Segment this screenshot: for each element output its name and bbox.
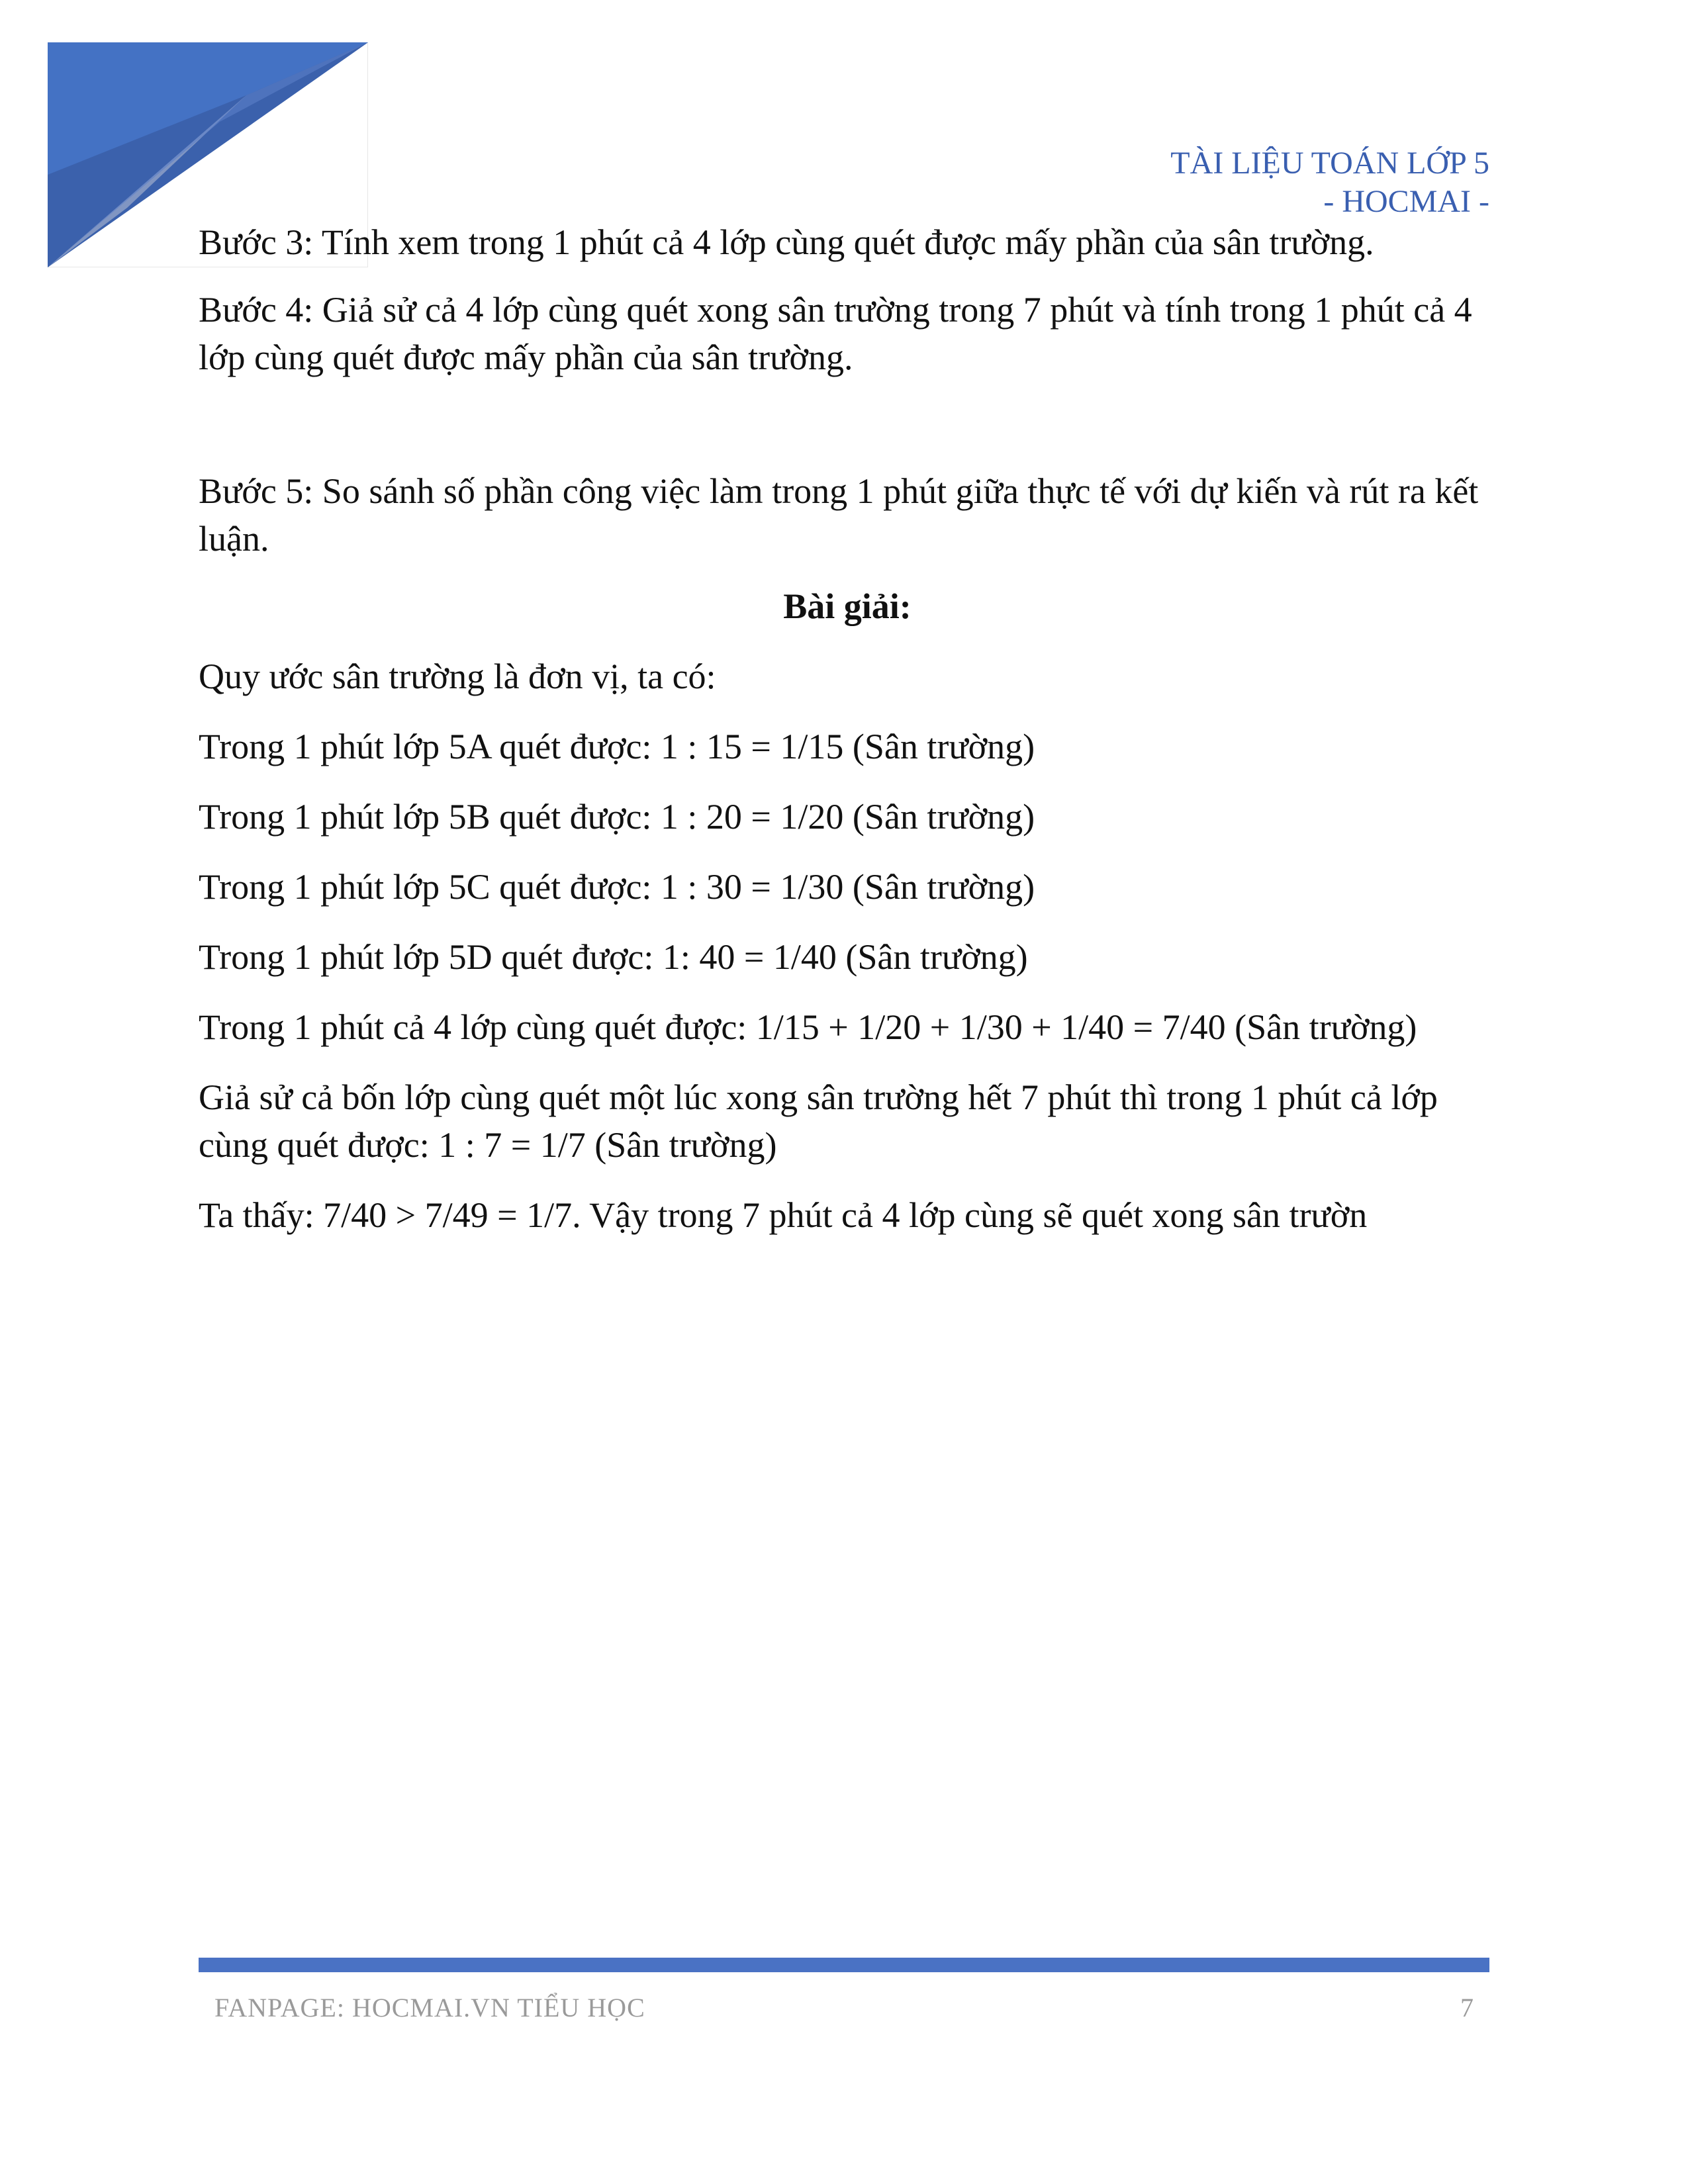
solution-line: Giả sử cả bốn lớp cùng quét một lúc xong sân trường hết 7 phút thì trong 1 phút cả lớp cùng quét được: 1 : 7 = 1/7 (Sân trường) bbox=[199, 1077, 1438, 1165]
solution-line: Trong 1 phút lớp 5D quét được: 1: 40 = 1/40 (Sân trường) bbox=[199, 937, 1028, 977]
header-title: TÀI LIỆU TOÁN LỚP 5 bbox=[1170, 146, 1489, 181]
step-4: Bước 4: Giả sử cả 4 lớp cùng quét xong sân trường trong 7 phút và tính trong 1 phút cả 4 lớp cùng quét được mấy phần của sân trường. bbox=[199, 290, 1472, 377]
solution-line: Trong 1 phút lớp 5A quét được: 1 : 15 = 1/15 (Sân trường) bbox=[199, 727, 1035, 766]
main-content bbox=[199, 218, 1496, 1239]
solution-line: Quy ước sân trường là đơn vị, ta có: bbox=[199, 657, 716, 696]
page-number: 7 bbox=[1460, 1993, 1474, 2023]
solution-line: Trong 1 phút lớp 5B quét được: 1 : 20 = 1/20 (Sân trường) bbox=[199, 797, 1035, 837]
step-3: Bước 3: Tính xem trong 1 phút cả 4 lớp cùng quét được mấy phần của sân trường. bbox=[199, 222, 1374, 262]
step-5: Bước 5: So sánh số phần công việc làm trong 1 phút giữa thực tế với dự kiến và rút ra kết luận. bbox=[199, 471, 1479, 559]
header-subtitle: - HOCMAI - bbox=[1323, 184, 1489, 219]
solution-line: Trong 1 phút cả 4 lớp cùng quét được: 1/15 + 1/20 + 1/30 + 1/40 = 7/40 (Sân trường) bbox=[199, 1007, 1417, 1047]
solution-line: Trong 1 phút lớp 5C quét được: 1 : 30 = 1/30 (Sân trường) bbox=[199, 867, 1035, 907]
footer-fanpage: FANPAGE: HOCMAI.VN TIỂU HỌC bbox=[214, 1993, 645, 2023]
solution-heading: Bài giải: bbox=[783, 586, 912, 626]
document-header bbox=[1170, 144, 1489, 221]
solution-line: Ta thấy: 7/40 > 7/49 = 1/7. Vậy trong 7 phút cả 4 lớp cùng sẽ quét xong sân trườn bbox=[199, 1195, 1368, 1235]
footer-divider bbox=[199, 1958, 1489, 1972]
